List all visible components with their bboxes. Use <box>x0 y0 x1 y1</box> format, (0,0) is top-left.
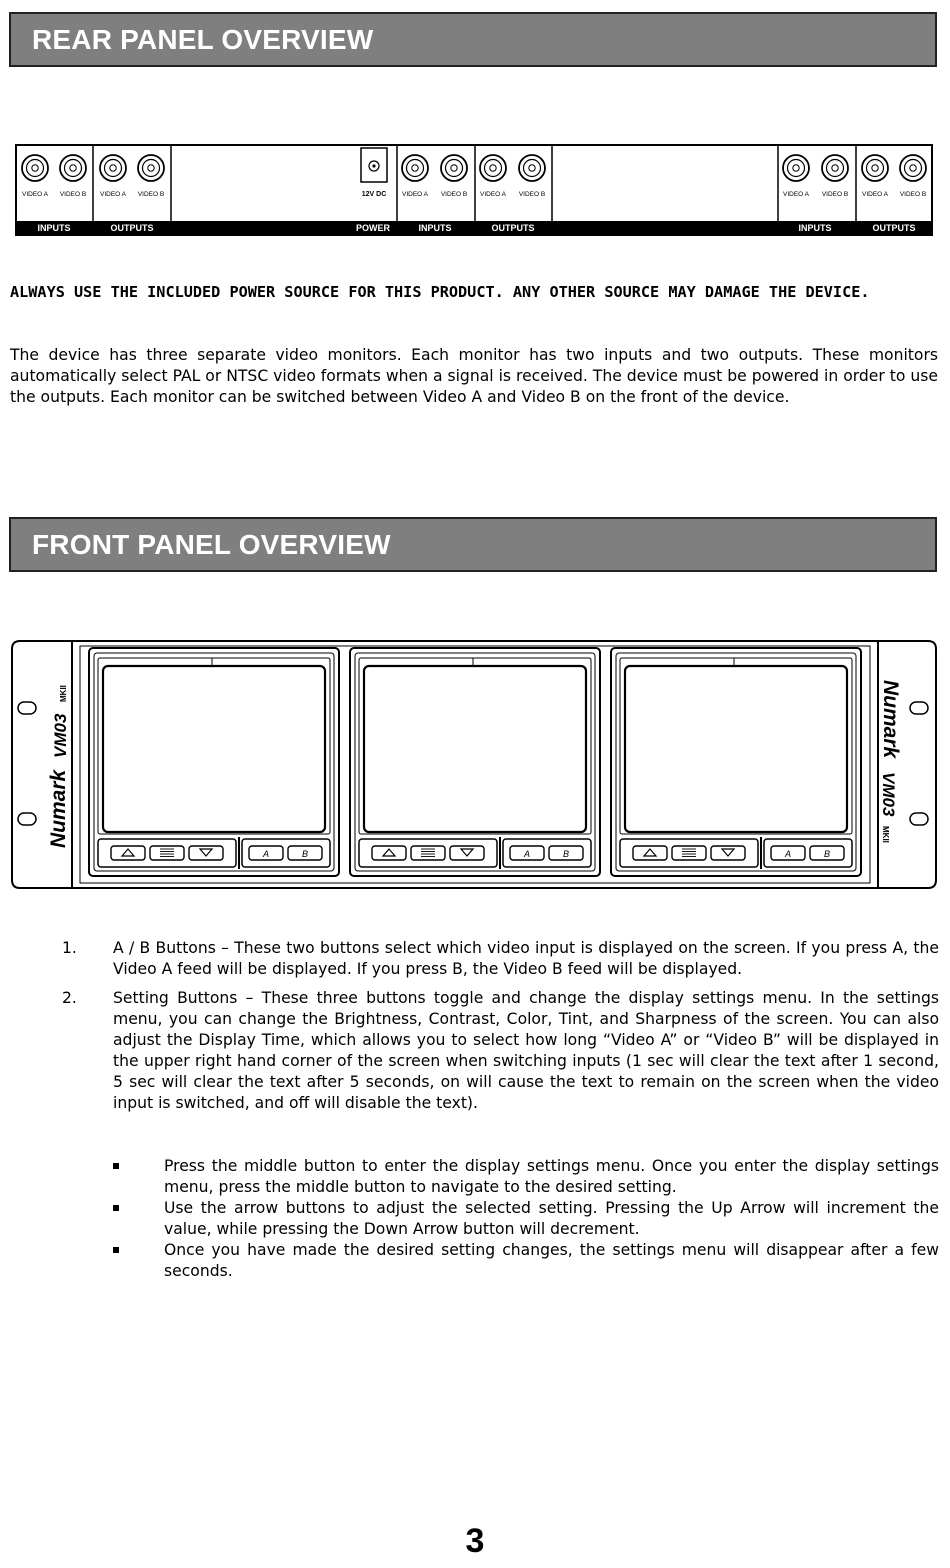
menu-button[interactable] <box>672 846 706 860</box>
page-number: 3 <box>465 1522 485 1560</box>
rear-panel-diagram <box>0 140 950 240</box>
video-a-button-label: A <box>784 849 792 859</box>
monitor-unit <box>611 648 861 876</box>
intro-paragraph: The device has three separate video monitors. Each monitor has two inputs and two outputs. These monitors automatically select PAL or NTSC video formats when a signal is received. The device must be powered in order to use the outputs. Each monitor can be switched between Video A and Video B on the front of the device. <box>10 346 938 406</box>
model-suffix-right: MKII <box>881 826 890 843</box>
rear-panel-header <box>9 12 937 67</box>
monitor-unit <box>89 648 339 876</box>
down-arrow-button[interactable] <box>450 846 484 860</box>
jack-label: VIDEO B <box>59 191 87 198</box>
monitor-screen <box>103 666 325 832</box>
power-warning: ALWAYS USE THE INCLUDED POWER SOURCE FOR THIS PRODUCT. ANY OTHER SOURCE MAY DAMAGE THE DEVICE. <box>10 283 870 301</box>
video-a-button-label: A <box>262 849 270 859</box>
video-b-button-label: B <box>823 849 831 859</box>
jack-label: VIDEO B <box>518 191 546 198</box>
bnc-jack-pin-icon <box>529 165 535 171</box>
menu-button[interactable] <box>150 846 184 860</box>
jack-label: 12V DC <box>361 191 387 198</box>
model-suffix-left: MKII <box>59 685 68 702</box>
jack-label: VIDEO A <box>21 191 49 198</box>
brand-logo-right: Numark <box>879 680 902 759</box>
front-panel-diagram <box>0 636 950 896</box>
list-item-text: A / B Buttons – These two buttons select which video input is displayed on the screen. If you press A, the Video A feed will be displayed. If you press B, the Video B feed will be displayed. <box>113 939 939 978</box>
jack-label: VIDEO B <box>899 191 927 198</box>
video-a-button-label: A <box>523 849 531 859</box>
rear-group-label: OUTPUTS <box>872 223 916 233</box>
bnc-jack-pin-icon <box>70 165 76 171</box>
jack-label: VIDEO A <box>861 191 889 198</box>
brand-logo-left: Numark <box>47 769 70 848</box>
monitor-screen <box>625 666 847 832</box>
list-item-number: 1. <box>62 939 77 957</box>
rear-group-label: OUTPUTS <box>491 223 535 233</box>
bullet-text: Once you have made the desired setting changes, the settings menu will disappear after a few seconds. <box>164 1241 939 1280</box>
rear-group-label: INPUTS <box>798 223 832 233</box>
model-logo-right: VM03 <box>879 772 898 817</box>
bullet-text: Use the arrow buttons to adjust the selected setting. Pressing the Up Arrow will increment the value, while pressing the Down Arrow button will decrement. <box>164 1199 939 1238</box>
jack-label: VIDEO A <box>401 191 429 198</box>
menu-button[interactable] <box>411 846 445 860</box>
bnc-jack-pin-icon <box>412 165 418 171</box>
monitor-unit <box>350 648 600 876</box>
jack-label: VIDEO A <box>99 191 127 198</box>
bnc-jack-pin-icon <box>148 165 154 171</box>
rear-group-label: POWER <box>355 223 391 233</box>
bnc-jack-pin-icon <box>451 165 457 171</box>
bnc-jack-pin-icon <box>32 165 38 171</box>
jack-label: VIDEO B <box>821 191 849 198</box>
rear-panel-title: REAR PANEL OVERVIEW <box>32 24 374 55</box>
bnc-jack-pin-icon <box>872 165 878 171</box>
down-arrow-button[interactable] <box>711 846 745 860</box>
bnc-jack-pin-icon <box>910 165 916 171</box>
video-b-button-label: B <box>301 849 309 859</box>
rear-group-label: INPUTS <box>37 223 71 233</box>
down-arrow-button[interactable] <box>189 846 223 860</box>
jack-label: VIDEO A <box>479 191 507 198</box>
front-panel-header <box>9 517 937 572</box>
bullet-icon <box>113 1163 119 1169</box>
bullet-text: Press the middle button to enter the display settings menu. Once you enter the display settings menu, press the middle button to navigate to the desired setting. <box>164 1157 939 1196</box>
bnc-jack-pin-icon <box>490 165 496 171</box>
rear-group-label: OUTPUTS <box>110 223 154 233</box>
jack-label: VIDEO A <box>782 191 810 198</box>
bnc-jack-pin-icon <box>110 165 116 171</box>
rear-group-label: INPUTS <box>418 223 452 233</box>
bullet-icon <box>113 1247 119 1253</box>
list-item-text: Setting Buttons – These three buttons toggle and change the display settings menu. In the settings menu, you can change the Brightness, Contrast, Color, Tint, and Sharpness of the screen. You can also adjust the Display Time, which allows you to select how long “Video A” or “Video B” will be displayed in the upper right hand corner of the screen when switching inputs (1 sec will clear the text after 1 second, 5 sec will clear the text after 5 seconds, on will cause the text to remain on the screen when the video input is switched, and off will disable the text). <box>113 989 939 1112</box>
monitor-screen <box>364 666 586 832</box>
power-jack-pin-icon <box>372 164 375 167</box>
front-panel-title: FRONT PANEL OVERVIEW <box>32 529 391 560</box>
jack-label: VIDEO B <box>440 191 468 198</box>
bnc-jack-pin-icon <box>793 165 799 171</box>
bnc-jack-pin-icon <box>832 165 838 171</box>
model-logo-left: VM03 <box>51 713 70 758</box>
list-item-number: 2. <box>62 989 77 1007</box>
jack-label: VIDEO B <box>137 191 165 198</box>
bullet-icon <box>113 1205 119 1211</box>
video-b-button-label: B <box>562 849 570 859</box>
